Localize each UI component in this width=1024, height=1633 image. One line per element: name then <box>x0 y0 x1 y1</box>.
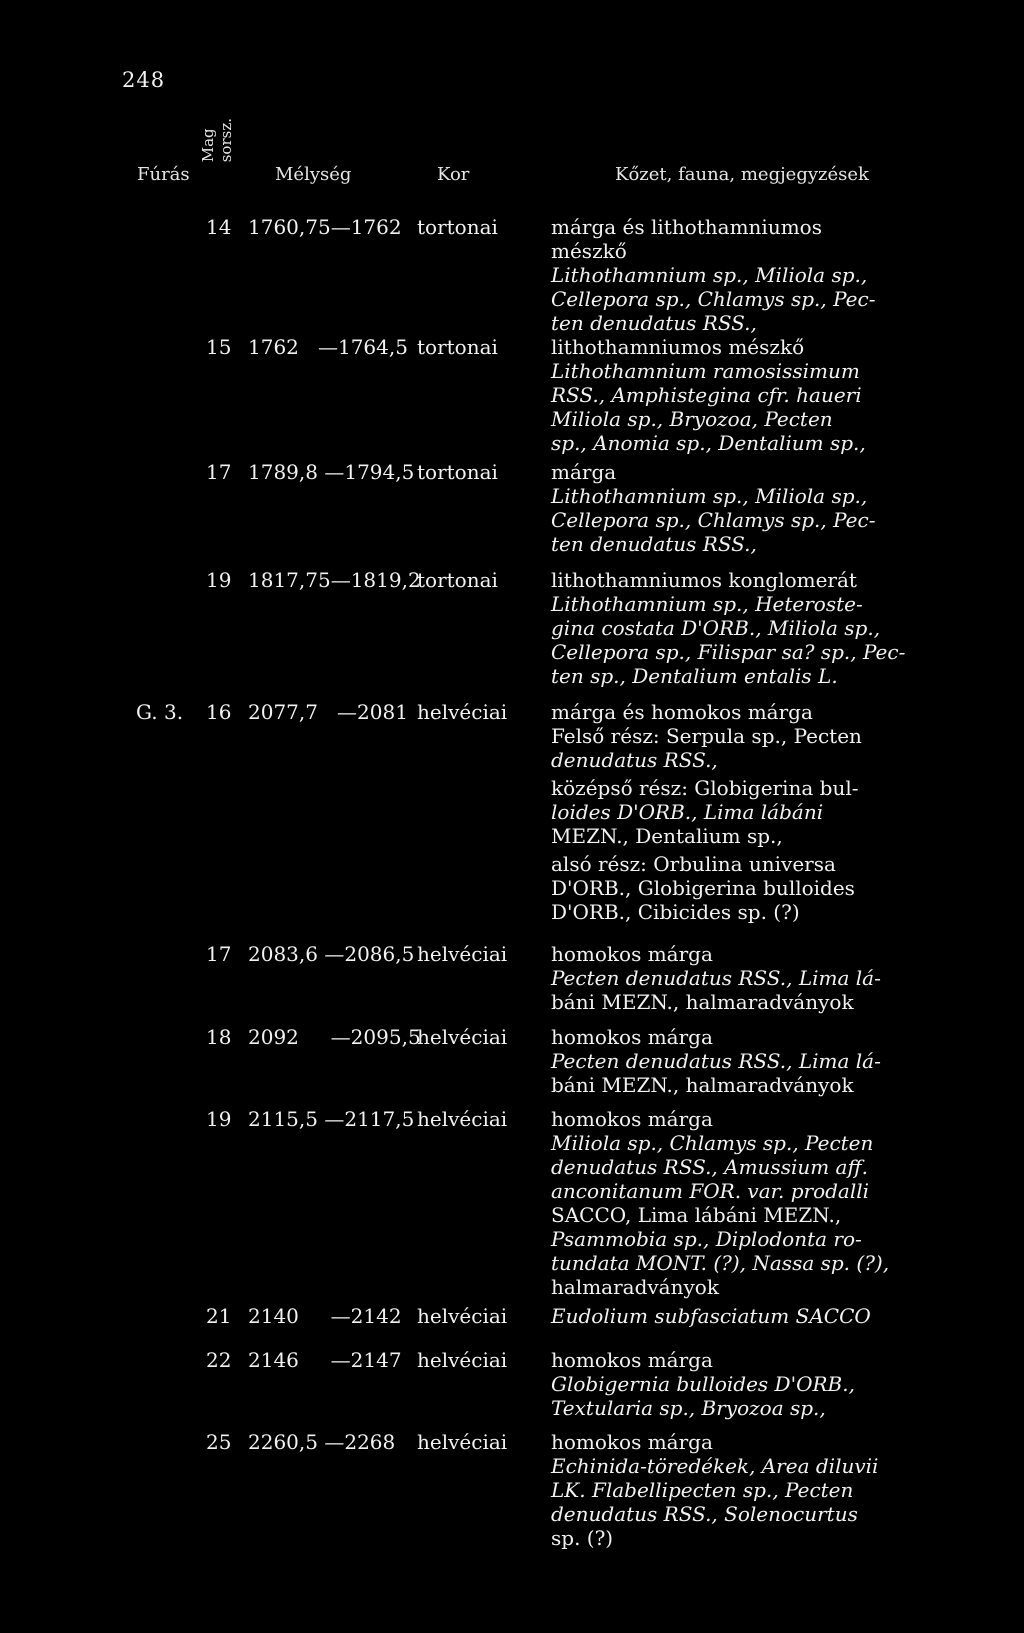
desc-line: anconitanum FOR. var. prodalli <box>551 1179 870 1203</box>
desc-line: RSS., Amphistegina cfr. haueri <box>551 383 862 407</box>
age: helvéciai <box>417 1025 508 1049</box>
age: helvéciai <box>417 1304 508 1328</box>
header-age: Kor <box>437 164 470 185</box>
description <box>551 942 971 1014</box>
header-boring: Fúrás <box>137 164 190 185</box>
desc-line: gina costata D'ORB., Miliola sp., <box>551 616 881 640</box>
desc-line: alsó rész: Orbulina universa <box>551 852 836 876</box>
desc-line: báni MEZN., halmaradványok <box>551 1073 854 1097</box>
desc-line: homokos márga <box>551 1430 713 1454</box>
description <box>551 1107 971 1299</box>
desc-line: báni MEZN., halmaradványok <box>551 990 854 1014</box>
age: helvéciai <box>417 942 508 966</box>
sample-number: 21 <box>206 1304 232 1328</box>
age: tortonai <box>417 215 498 239</box>
sample-number: 25 <box>206 1430 232 1454</box>
sample-number: 17 <box>206 942 232 966</box>
sample-number: 15 <box>206 335 232 359</box>
desc-line: tundata MONT. (?), Nassa sp. (?), <box>551 1251 890 1275</box>
age: helvéciai <box>417 1348 508 1372</box>
header-depth: Mélység <box>275 164 352 185</box>
desc-line: Echinida-töredékek, Area diluvii <box>551 1454 879 1478</box>
depth: 1760,75—1762 <box>248 215 402 239</box>
sample-number: 16 <box>206 700 232 724</box>
description <box>551 460 971 556</box>
desc-line: márga és homokos márga <box>551 700 813 724</box>
desc-line: homokos márga <box>551 1107 713 1131</box>
description <box>551 1430 971 1550</box>
desc-line: márga és lithothamniumos <box>551 215 822 239</box>
desc-line: denudatus RSS., Solenocurtus <box>551 1502 858 1526</box>
description <box>551 335 971 455</box>
desc-line: Pecten denudatus RSS., Lima lá- <box>551 1049 881 1073</box>
sample-number: 22 <box>206 1348 232 1372</box>
desc-line: Miliola sp., Chlamys sp., Pecten <box>551 1131 874 1155</box>
desc-line: MEZN., Dentalium sp., <box>551 824 783 848</box>
description <box>551 1025 971 1097</box>
desc-line: loides D'ORB., Lima lábáni <box>551 800 824 824</box>
desc-line: Globigernia bulloides D'ORB., <box>551 1372 855 1396</box>
desc-line: sp., Anomia sp., Dentalium sp., <box>551 431 866 455</box>
desc-line: sp. (?) <box>551 1526 614 1550</box>
description <box>551 215 971 335</box>
desc-line: Cellepora sp., Filispar sa? sp., Pec- <box>551 640 906 664</box>
depth: 2146 —2147 <box>248 1348 402 1372</box>
desc-line: Cellepora sp., Chlamys sp., Pec- <box>551 508 876 532</box>
desc-line: Lithothamnium sp., Heteroste- <box>551 592 863 616</box>
desc-line: halmaradványok <box>551 1275 719 1299</box>
sample-number: 19 <box>206 1107 232 1131</box>
desc-line: Cellepora sp., Chlamys sp., Pec- <box>551 287 876 311</box>
desc-line: ten sp., Dentalium entalis L. <box>551 664 838 688</box>
sample-number: 14 <box>206 215 232 239</box>
desc-line: lithothamniumos mészkő <box>551 335 805 359</box>
desc-line: mészkő <box>551 239 627 263</box>
description <box>551 568 971 688</box>
desc-line: Felső rész: Serpula sp., Pecten <box>551 724 862 748</box>
depth: 1817,75—1819,2 <box>248 568 421 592</box>
desc-line: márga <box>551 460 617 484</box>
age: tortonai <box>417 335 498 359</box>
age: helvéciai <box>417 1107 508 1131</box>
description <box>551 700 971 924</box>
desc-line: Lithothamnium sp., Miliola sp., <box>551 263 868 287</box>
description <box>551 1304 971 1328</box>
desc-line: középső rész: Globigerina bul- <box>551 776 859 800</box>
depth: 2092 —2095,5 <box>248 1025 421 1049</box>
desc-line: ten denudatus RSS., <box>551 532 757 556</box>
desc-line: Psammobia sp., Diplodonta ro- <box>551 1227 862 1251</box>
depth: 1789,8 —1794,5 <box>248 460 415 484</box>
desc-line: ten denudatus RSS., <box>551 311 757 335</box>
depth: 2083,6 —2086,5 <box>248 942 415 966</box>
age: helvéciai <box>417 700 508 724</box>
desc-line: denudatus RSS., <box>551 748 718 772</box>
desc-line: Textularia sp., Bryozoa sp., <box>551 1396 826 1420</box>
desc-line: homokos márga <box>551 1025 713 1049</box>
desc-line: Pecten denudatus RSS., Lima lá- <box>551 966 881 990</box>
age: helvéciai <box>417 1430 508 1454</box>
desc-line: SACCO, Lima lábáni MEZN., <box>551 1203 842 1227</box>
desc-line: Miliola sp., Bryozoa, Pecten <box>551 407 833 431</box>
depth: 2260,5 —2268 <box>248 1430 396 1454</box>
desc-line: Eudolium subfasciatum SACCO <box>551 1304 871 1328</box>
depth: 2115,5 —2117,5 <box>248 1107 415 1131</box>
desc-line: homokos márga <box>551 1348 713 1372</box>
header-notes: Kőzet, fauna, megjegyzések <box>615 164 869 185</box>
desc-line: D'ORB., Globigerina bulloides <box>551 876 855 900</box>
age: tortonai <box>417 568 498 592</box>
page-number: 248 <box>122 68 166 92</box>
desc-line: Lithothamnium sp., Miliola sp., <box>551 484 868 508</box>
sample-number: 17 <box>206 460 232 484</box>
description <box>551 1348 971 1420</box>
sample-number: 19 <box>206 568 232 592</box>
sample-number: 18 <box>206 1025 232 1049</box>
depth: 2077,7 —2081 <box>248 700 408 724</box>
header-sample-no: Mag sorsz. <box>199 118 235 163</box>
desc-line: denudatus RSS., Amussium aff. <box>551 1155 869 1179</box>
boring-label: G. 3. <box>136 700 184 724</box>
depth: 2140 —2142 <box>248 1304 402 1328</box>
desc-line: Lithothamnium ramosissimum <box>551 359 860 383</box>
desc-line: homokos márga <box>551 942 713 966</box>
desc-line: D'ORB., Cibicides sp. (?) <box>551 900 800 924</box>
desc-line: lithothamniumos konglomerát <box>551 568 857 592</box>
depth: 1762 —1764,5 <box>248 335 408 359</box>
age: tortonai <box>417 460 498 484</box>
desc-line: LK. Flabellipecten sp., Pecten <box>551 1478 854 1502</box>
